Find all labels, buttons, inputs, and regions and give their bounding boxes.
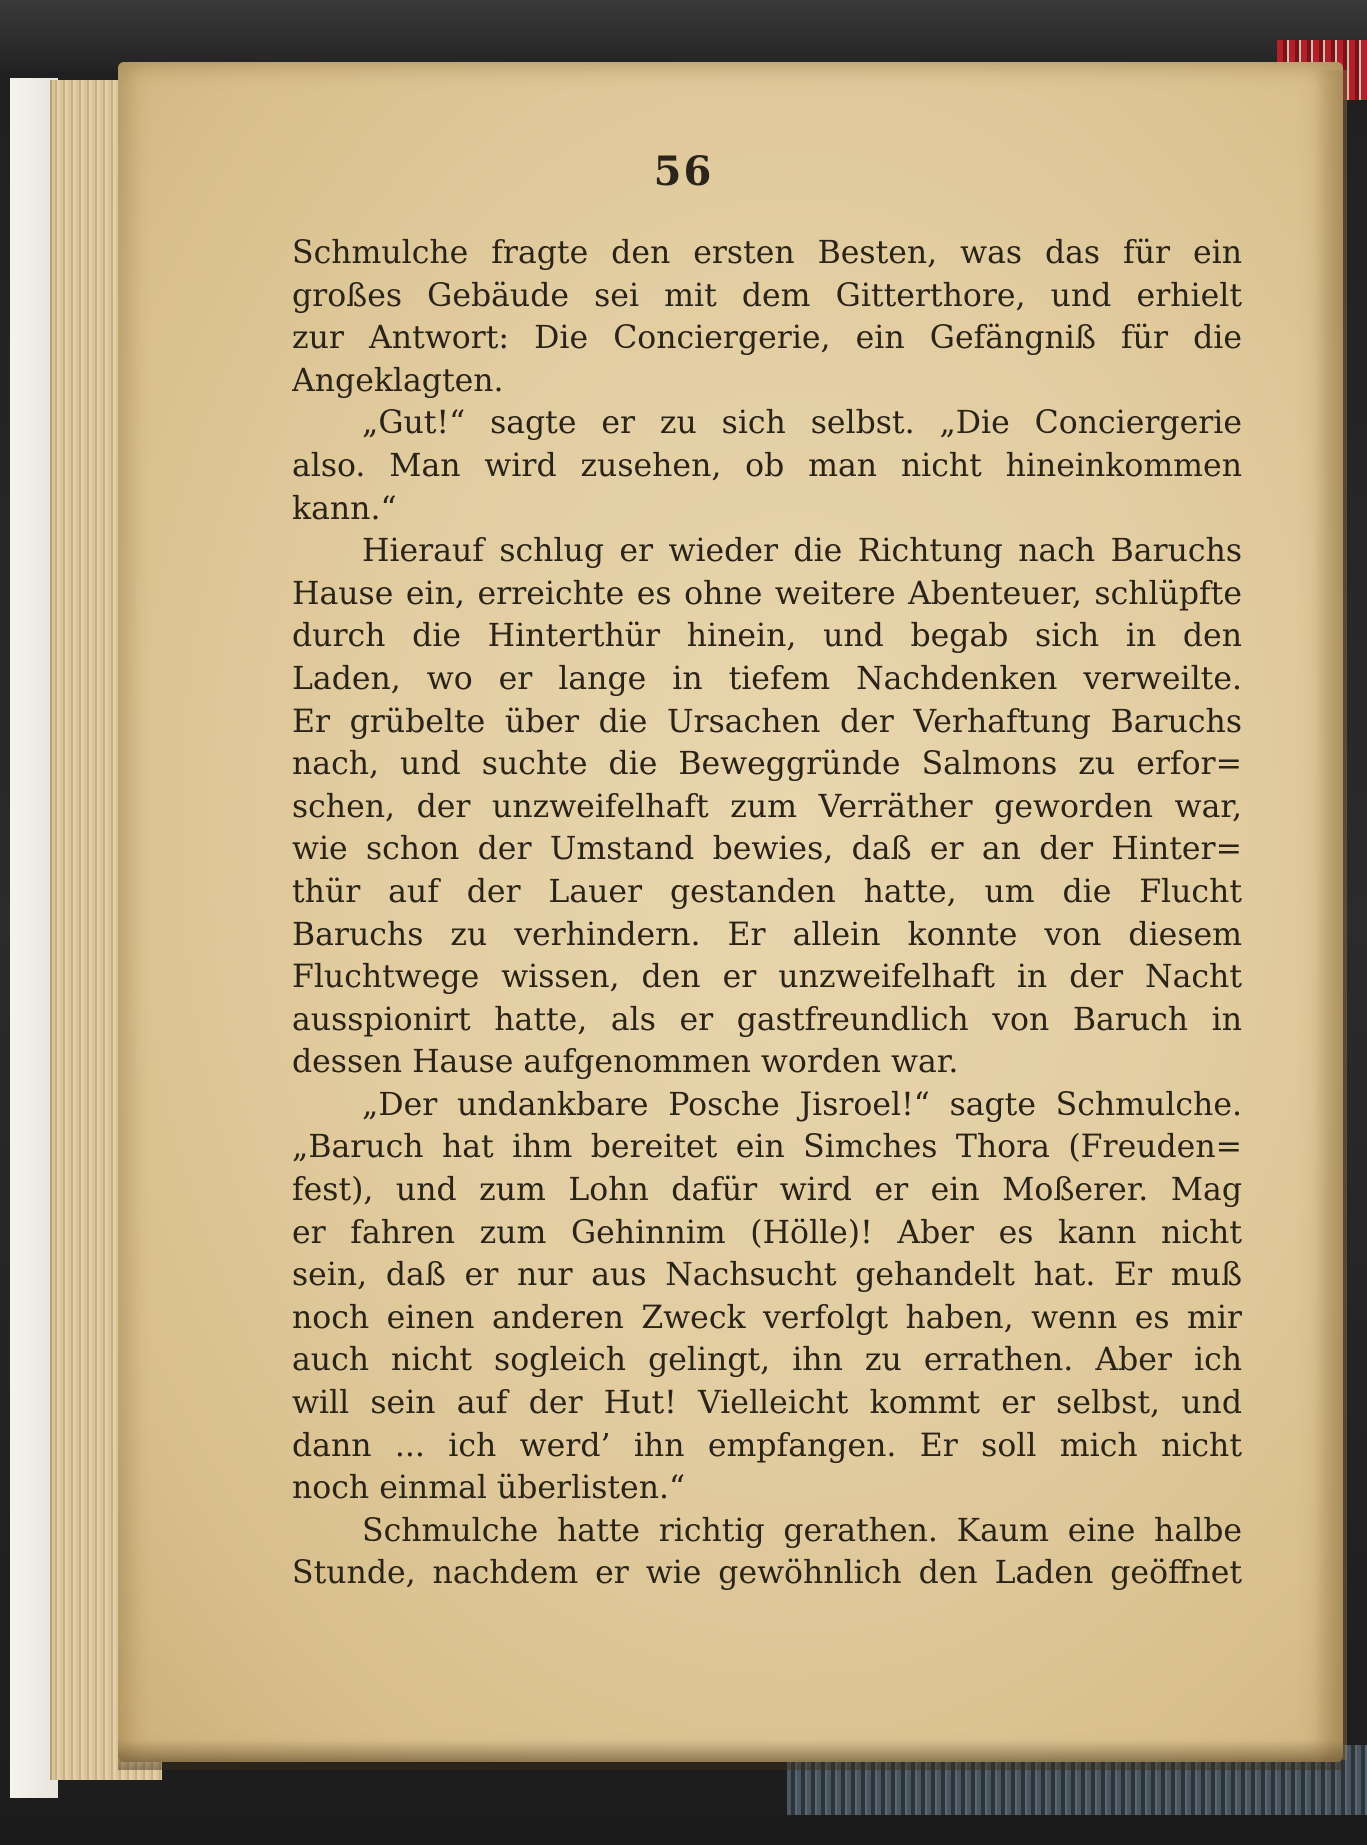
page-bottom-shadow xyxy=(118,1740,1343,1770)
text-line: sein, daß er nur aus Nachsucht gehandelt hat. Er muß xyxy=(292,1257,1242,1294)
text-line: Fluchtwege wissen, den er unzweifelhaft in der Nacht xyxy=(292,959,1242,996)
page-text-block xyxy=(292,232,1242,1595)
text-line: noch einmal überlisten.“ xyxy=(292,1470,686,1507)
text-line: schen, der unzweifelhaft zum Verräther geworden war, xyxy=(292,788,1242,825)
text-line: auch nicht sogleich gelingt, ihn zu errathen. Aber ich xyxy=(292,1342,1242,1379)
text-line: Schmulche fragte den ersten Besten, was das für ein xyxy=(292,235,1242,271)
text-line: Er grübelte über die Ursachen der Verhaftung Baruchs xyxy=(292,703,1242,740)
page-right-shadow xyxy=(1315,70,1347,1760)
text-line: dessen Hause aufgenommen worden war. xyxy=(292,1044,959,1081)
text-line: kann.“ xyxy=(292,490,397,527)
text-line: zur Antwort: Die Conciergerie, ein Gefängniß für die xyxy=(292,320,1242,357)
text-line: „Gut!“ sagte er zu sich selbst. „Die Conciergerie xyxy=(362,405,1242,442)
text-line: durch die Hinterthür hinein, und begab sich in den xyxy=(292,618,1242,655)
text-line: großes Gebäude sei mit dem Gitterthore, und erhielt xyxy=(292,277,1242,314)
text-line: „Der undankbare Posche Jisroel!“ sagte Schmulche. xyxy=(362,1086,1242,1123)
text-line: noch einen anderen Zweck verfolgt haben, wenn es mir xyxy=(292,1299,1242,1336)
text-line: er fahren zum Gehinnim (Hölle)! Aber es kann nicht xyxy=(292,1214,1242,1251)
text-line: Hierauf schlug er wieder die Richtung nach Baruchs xyxy=(362,533,1242,570)
text-line: Hause ein, erreichte es ohne weitere Abenteuer, schlüpfte xyxy=(292,575,1242,612)
text-line: ausspionirt hatte, als er gastfreundlich von Baruch in xyxy=(292,1001,1242,1038)
text-line: nach, und suchte die Beweggründe Salmons zu erfor= xyxy=(292,746,1242,783)
text-line: Angeklagten. xyxy=(292,362,504,399)
text-line: Stunde, nachdem er wie gewöhnlich den Laden geöffnet xyxy=(292,1555,1242,1592)
text-line: also. Man wird zusehen, ob man nicht hineinkommen xyxy=(292,447,1242,484)
text-line: dann ... ich werd’ ihn empfangen. Er soll mich nicht xyxy=(292,1427,1242,1464)
page-number: 56 xyxy=(653,148,714,195)
text-line: fest), und zum Lohn dafür wird er ein Moßerer. Mag xyxy=(292,1172,1242,1209)
text-line: Baruchs zu verhindern. Er allein konnte von diesem xyxy=(292,916,1242,953)
book-cover-top xyxy=(0,0,1367,70)
text-line: will sein auf der Hut! Vielleicht kommt er selbst, und xyxy=(292,1385,1242,1422)
text-line: thür auf der Lauer gestanden hatte, um die Flucht xyxy=(292,873,1242,910)
text-line: wie schon der Umstand bewies, daß er an der Hinter= xyxy=(292,831,1242,868)
text-line: Laden, wo er lange in tiefem Nachdenken verweilte. xyxy=(292,660,1242,697)
text-line: Schmulche hatte richtig gerathen. Kaum eine halbe xyxy=(362,1512,1242,1549)
text-line: „Baruch hat ihm bereitet ein Simches Thora (Freuden= xyxy=(292,1129,1242,1166)
